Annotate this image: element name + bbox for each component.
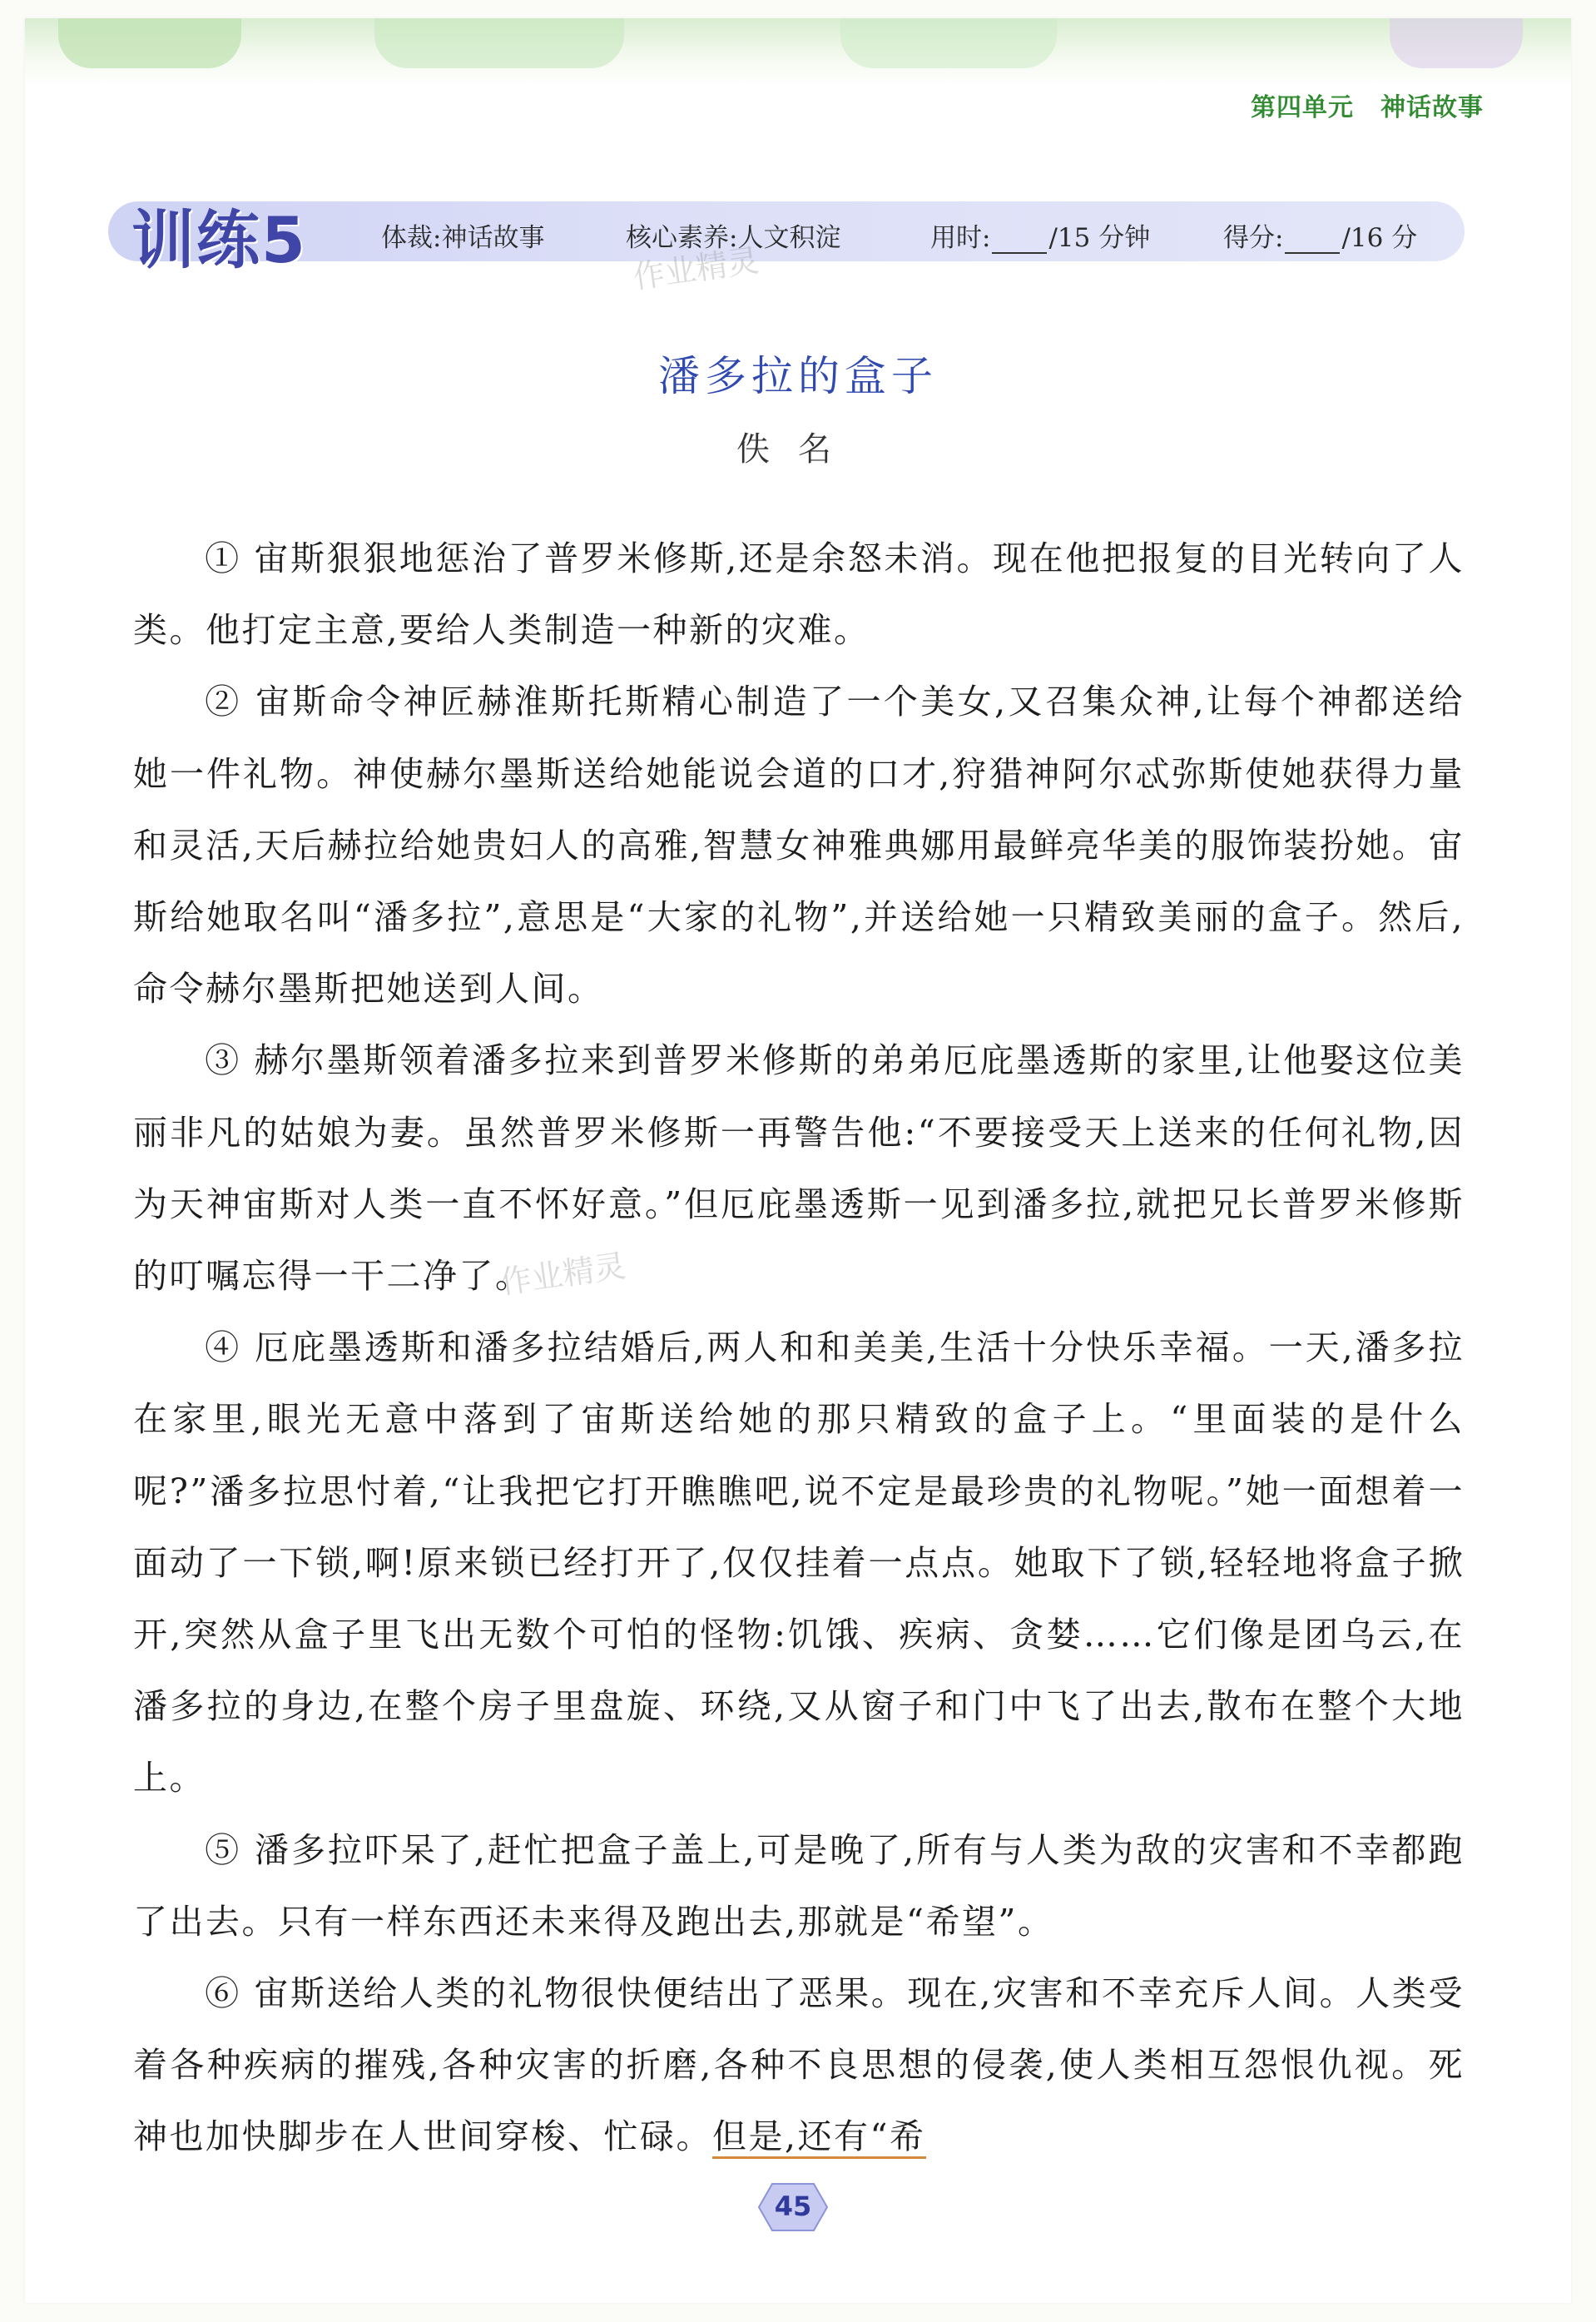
training-title: 训练5 — [131, 203, 307, 277]
paragraph-1: ① 宙斯狠狠地惩治了普罗米修斯,还是余怒未消。现在他把报复的目光转向了人类。他打定主意,要给人类制造一种新的灾难。 — [133, 538, 1465, 651]
paragraph-5: ⑤ 潘多拉吓呆了,赶忙把盒子盖上,可是晚了,所有与人类为敌的灾害和不幸都跑了出去。只有一样东西还未来得及跑出去,那就是“希望”。 — [133, 1829, 1465, 1942]
time-field — [930, 216, 1150, 254]
time-blank[interactable] — [992, 227, 1047, 254]
theme-label: 神话故事 — [1380, 93, 1484, 122]
article-body — [133, 523, 1465, 2173]
paragraph-6 — [133, 1957, 1465, 2173]
time-label: 用时: — [930, 223, 991, 253]
article-author: 佚名 — [736, 430, 860, 469]
unit-label: 第四单元 — [1251, 93, 1354, 122]
page-number-badge — [757, 2182, 829, 2232]
watermark: 作业精灵 — [631, 241, 761, 296]
paragraph-6-text: ⑥ 宙斯送给人类的礼物很快便结出了恶果。现在,灾害和不幸充斥人间。人类受着各种疾病的摧残,各种灾害的折磨,各种不良思想的侵袭,使人类相互怨恨仇视。死神也加快脚步在人世间穿梭、忙碌。 — [133, 1973, 1465, 2157]
leaf-decoration — [374, 18, 624, 68]
time-suffix: /15 分钟 — [1048, 223, 1151, 253]
paragraph-3: ③ 赫尔墨斯领着潘多拉来到普罗米修斯的弟弟厄庇墨透斯的家里,让他娶这位美丽非凡的姑娘为妻。虽然普罗米修斯一再警告他:“不要接受天上送来的任何礼物,因为天神宙斯对人类一直不怀好意。”但厄庇墨透斯一见到潘多拉,就把兄长普罗米修斯的叮嘱忘得一干二净了。 — [133, 1040, 1465, 1297]
leaf-decoration — [58, 18, 241, 68]
page-number: 45 — [774, 2191, 812, 2222]
score-label: 得分: — [1223, 223, 1284, 253]
underlined-sentence: 但是,还有“希 — [712, 2116, 926, 2159]
score-suffix: /16 分 — [1341, 223, 1418, 253]
literacy-label: 核心素养:人文积淀 — [626, 223, 841, 253]
top-decoration — [25, 18, 1571, 85]
article-title: 潘多拉的盒子 — [658, 352, 938, 400]
paragraph-4: ④ 厄庇墨透斯和潘多拉结婚后,两人和和美美,生活十分快乐幸福。一天,潘多拉在家里,眼光无意中落到了宙斯送给她的那只精致的盒子上。“里面装的是什么呢?”潘多拉思忖着,“让我把它打开瞧瞧吧,说不定是最珍贵的礼物呢。”她一面想着一面动了一下锁,啊!原来锁已经打开了,仅仅挂着一点点。她取下了锁,轻轻地将盒子掀开,突然从盒子里飞出无数个可怕的怪物:饥饿、疾病、贪婪……它们像是团乌云,在潘多拉的身边,在整个房子里盘旋、环绕,又从窗子和门中飞了出去,散布在整个大地上。 — [133, 1327, 1465, 1799]
leaf-decoration — [840, 18, 1057, 68]
genre-label: 体裁:神话故事 — [381, 223, 545, 253]
paragraph-2: ② 宙斯命令神匠赫淮斯托斯精心制造了一个美女,又召集众神,让每个神都送给她一件礼物。神使赫尔墨斯送给她能说会道的口才,狩猎神阿尔忒弥斯使她获得力量和灵活,天后赫拉给她贵妇人的高雅,智慧女神雅典娜用最鲜亮华美的服饰装扮她。宙斯给她取名叫“潘多拉”,意思是“大家的礼物”,并送给她一只精致美丽的盒子。然后,命令赫尔墨斯把她送到人间。 — [133, 682, 1465, 1010]
score-field — [1223, 216, 1417, 254]
unit-header — [1251, 87, 1484, 123]
flower-decoration — [1390, 18, 1523, 68]
score-blank[interactable] — [1285, 227, 1340, 254]
watermark: 作业精灵 — [498, 1247, 628, 1302]
